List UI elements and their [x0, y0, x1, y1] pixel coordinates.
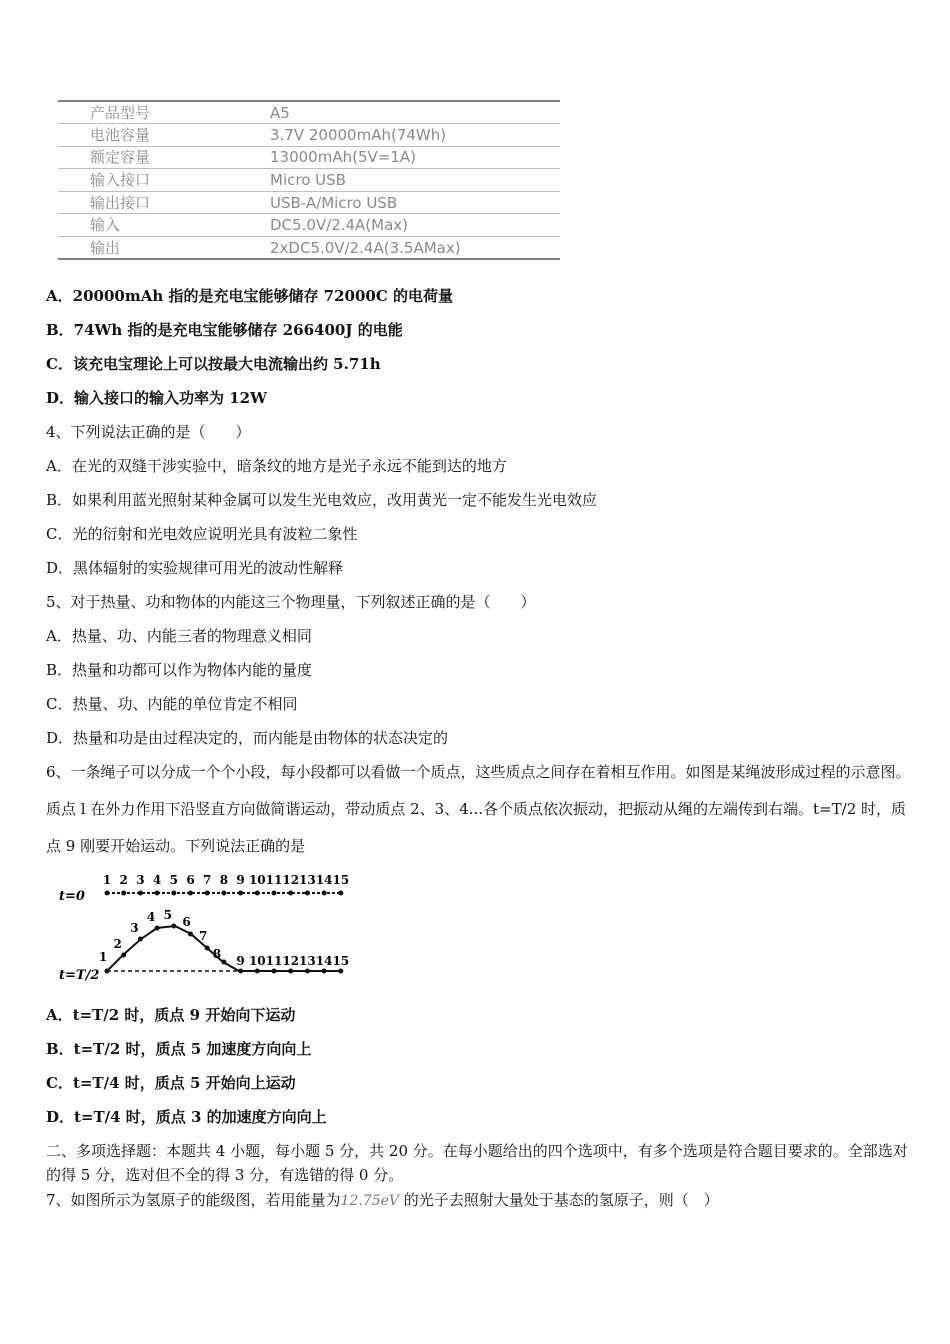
particle-label-t0: 1	[102, 873, 112, 887]
particle-dot-t-half	[138, 937, 143, 942]
particle-label-t-half: 13	[299, 954, 316, 968]
particle-dot-t-half	[205, 946, 210, 951]
particle-dot-t-half	[338, 969, 343, 974]
particle-dot-t-half	[322, 969, 327, 974]
particle-label-t0: 15	[332, 873, 350, 887]
q5-option-c: C．热量、功、内能的单位肯定不相同	[46, 695, 298, 713]
spec-row	[58, 191, 560, 214]
particle-label-t-half: 10	[248, 954, 266, 968]
particle-label-t-half: 8	[212, 947, 222, 961]
spec-key: 输出	[58, 237, 270, 260]
particle-label-t0: 10	[248, 873, 266, 887]
particle-dot-t0	[188, 891, 193, 896]
particle-label-t0: 5	[169, 873, 178, 887]
particle-label-t-half: 6	[182, 915, 191, 929]
spec-row	[58, 237, 560, 260]
spec-row	[58, 146, 560, 169]
particle-label-t0: 13	[299, 873, 316, 887]
q6-option-a: A．t=T/2 时，质点 9 开始向下运动	[46, 1006, 296, 1024]
particle-dot-t-half	[188, 932, 193, 937]
q5-option-a: A．热量、功、内能三者的物理意义相同	[46, 627, 312, 645]
spec-value: USB-A/Micro USB	[270, 191, 560, 214]
particle-dot-t-half	[255, 969, 260, 974]
particle-dot-t0	[255, 891, 260, 896]
rope-wave-figure	[55, 868, 355, 983]
q6-option-b: B．t=T/2 时，质点 5 加速度方向向上	[46, 1040, 312, 1058]
spec-table	[58, 100, 560, 260]
particle-label-t0: 12	[282, 873, 300, 887]
particle-label-t0: 11	[265, 873, 283, 887]
particle-dot-t-half	[221, 960, 226, 965]
particle-dot-t-half	[121, 953, 126, 958]
q7-suffix: 的光子去照射大量处于基态的氢原子，则（ ）	[399, 1191, 719, 1209]
particle-label-t-half: 3	[130, 921, 139, 935]
particle-dot-t0	[305, 891, 310, 896]
q6-option-d: D．t=T/4 时，质点 3 的加速度方向向上	[46, 1108, 327, 1126]
q5-stem: 5、对于热量、功和物体的内能这三个物理量，下列叙述正确的是（ ）	[46, 593, 536, 611]
q7-prefix: 7、如图所示为氢原子的能级图，若用能量为	[46, 1191, 341, 1209]
particle-label-t-half: 4	[146, 910, 156, 924]
spec-value: A5	[270, 101, 560, 124]
q3-option-a: A．20000mAh 指的是充电宝能够储存 72000C 的电荷量	[46, 287, 454, 305]
particle-dot-t0	[138, 891, 143, 896]
particle-label-t0: 7	[203, 873, 212, 887]
particle-dot-t0	[171, 891, 176, 896]
q7-energy: 12.75eV	[340, 1193, 400, 1209]
q4-stem: 4、下列说法正确的是（ ）	[46, 423, 251, 441]
label-t0: t=0	[59, 889, 85, 904]
particle-dot-t0	[238, 891, 243, 896]
spec-key: 额定容量	[58, 146, 270, 169]
q4-option-c: C．光的衍射和光电效应说明光具有波粒二象性	[46, 525, 358, 543]
particle-dot-t0	[105, 891, 110, 896]
particle-dot-t0	[272, 891, 277, 896]
particle-dot-t-half	[305, 969, 310, 974]
q6-stem: 6、一条绳子可以分成一个个小段，每小段都可以看做一个质点，这些质点之间存在着相互作用。如图是某绳波形成过程的示意图。质点 l 在外力作用下沿竖直方向做简谐运动，带动质点 2、3、4...各个质点依次振动，把振动从绳的左端传到右端。t=T/2 时，质点 9 刚要开始运动。下列说法正确的是	[46, 763, 911, 855]
q3-option-d: D．输入接口的输入功率为 12W	[46, 389, 267, 407]
spec-row	[58, 101, 560, 124]
particle-dot-t0	[322, 891, 327, 896]
particle-label-t-half: 11	[265, 954, 283, 968]
q4-option-b: B．如果利用蓝光照射某种金属可以发生光电效应，改用黄光一定不能发生光电效应	[46, 491, 598, 509]
spec-key: 输入	[58, 214, 270, 237]
particle-label-t0: 8	[219, 873, 229, 887]
particle-label-t-half: 14	[315, 954, 333, 968]
particle-label-t0: 14	[315, 873, 333, 887]
q5-option-b: B．热量和功都可以作为物体内能的量度	[46, 661, 313, 679]
particle-label-t-half: 9	[236, 954, 245, 968]
q7-stem	[46, 1190, 916, 1211]
particle-dot-t0	[155, 891, 160, 896]
particle-dot-t0	[221, 891, 226, 896]
particle-dot-t-half	[238, 969, 243, 974]
particle-label-t0: 4	[152, 873, 162, 887]
particle-dot-t-half	[288, 969, 293, 974]
spec-key: 输入接口	[58, 169, 270, 192]
particle-label-t-half: 2	[113, 937, 122, 951]
q5-option-d: D．热量和功是由过程决定的，而内能是由物体的状态决定的	[46, 729, 449, 747]
particle-label-t0: 9	[236, 873, 245, 887]
particle-label-t-half: 12	[282, 954, 300, 968]
particle-label-t-half: 1	[98, 950, 108, 964]
spec-key: 电池容量	[58, 124, 270, 147]
particle-dot-t-half	[171, 924, 176, 929]
spec-value: 2xDC5.0V/2.4A(3.5AMax)	[270, 237, 560, 260]
label-t-half: t=T/2	[59, 968, 100, 983]
particle-label-t0: 2	[119, 873, 128, 887]
particle-label-t-half: 7	[199, 929, 208, 943]
q4-option-a: A．在光的双缝干涉实验中，暗条纹的地方是光子永远不能到达的地方	[46, 457, 507, 475]
q3-option-b: B．74Wh 指的是充电宝能够储存 266400J 的电能	[46, 321, 403, 339]
particle-dot-t-half	[105, 969, 110, 974]
particle-label-t-half: 5	[163, 908, 172, 922]
spec-row	[58, 124, 560, 147]
particle-label-t0: 6	[186, 873, 195, 887]
particle-label-t0: 3	[136, 873, 145, 887]
q6-option-c: C．t=T/4 时，质点 5 开始向上运动	[46, 1074, 296, 1092]
spec-key: 输出接口	[58, 191, 270, 214]
spec-key: 产品型号	[58, 101, 270, 124]
q4-option-d: D．黑体辐射的实验规律可用光的波动性解释	[46, 559, 344, 577]
particle-dot-t-half	[155, 926, 160, 931]
spec-value: 13000mAh(5V=1A)	[270, 146, 560, 169]
spec-row	[58, 169, 560, 192]
particle-dot-t0	[205, 891, 210, 896]
spec-value: 3.7V 20000mAh(74Wh)	[270, 124, 560, 147]
particle-dot-t0	[338, 891, 343, 896]
spec-row	[58, 214, 560, 237]
q3-option-c: C．该充电宝理论上可以按最大电流输出约 5.71h	[46, 355, 381, 373]
particle-dot-t0	[288, 891, 293, 896]
particle-dot-t0	[121, 891, 126, 896]
section-2-heading: 二、多项选择题：本题共 4 小题，每小题 5 分，共 20 分。在每小题给出的四个选项中，有多个选项是符合题目要求的。全部选对的得 5 分，选对但不全的得 3 分，有选错的得 0 分。	[46, 1142, 908, 1184]
particle-label-t-half: 15	[332, 954, 350, 968]
spec-value: DC5.0V/2.4A(Max)	[270, 214, 560, 237]
particle-dot-t-half	[272, 969, 277, 974]
spec-value: Micro USB	[270, 169, 560, 192]
